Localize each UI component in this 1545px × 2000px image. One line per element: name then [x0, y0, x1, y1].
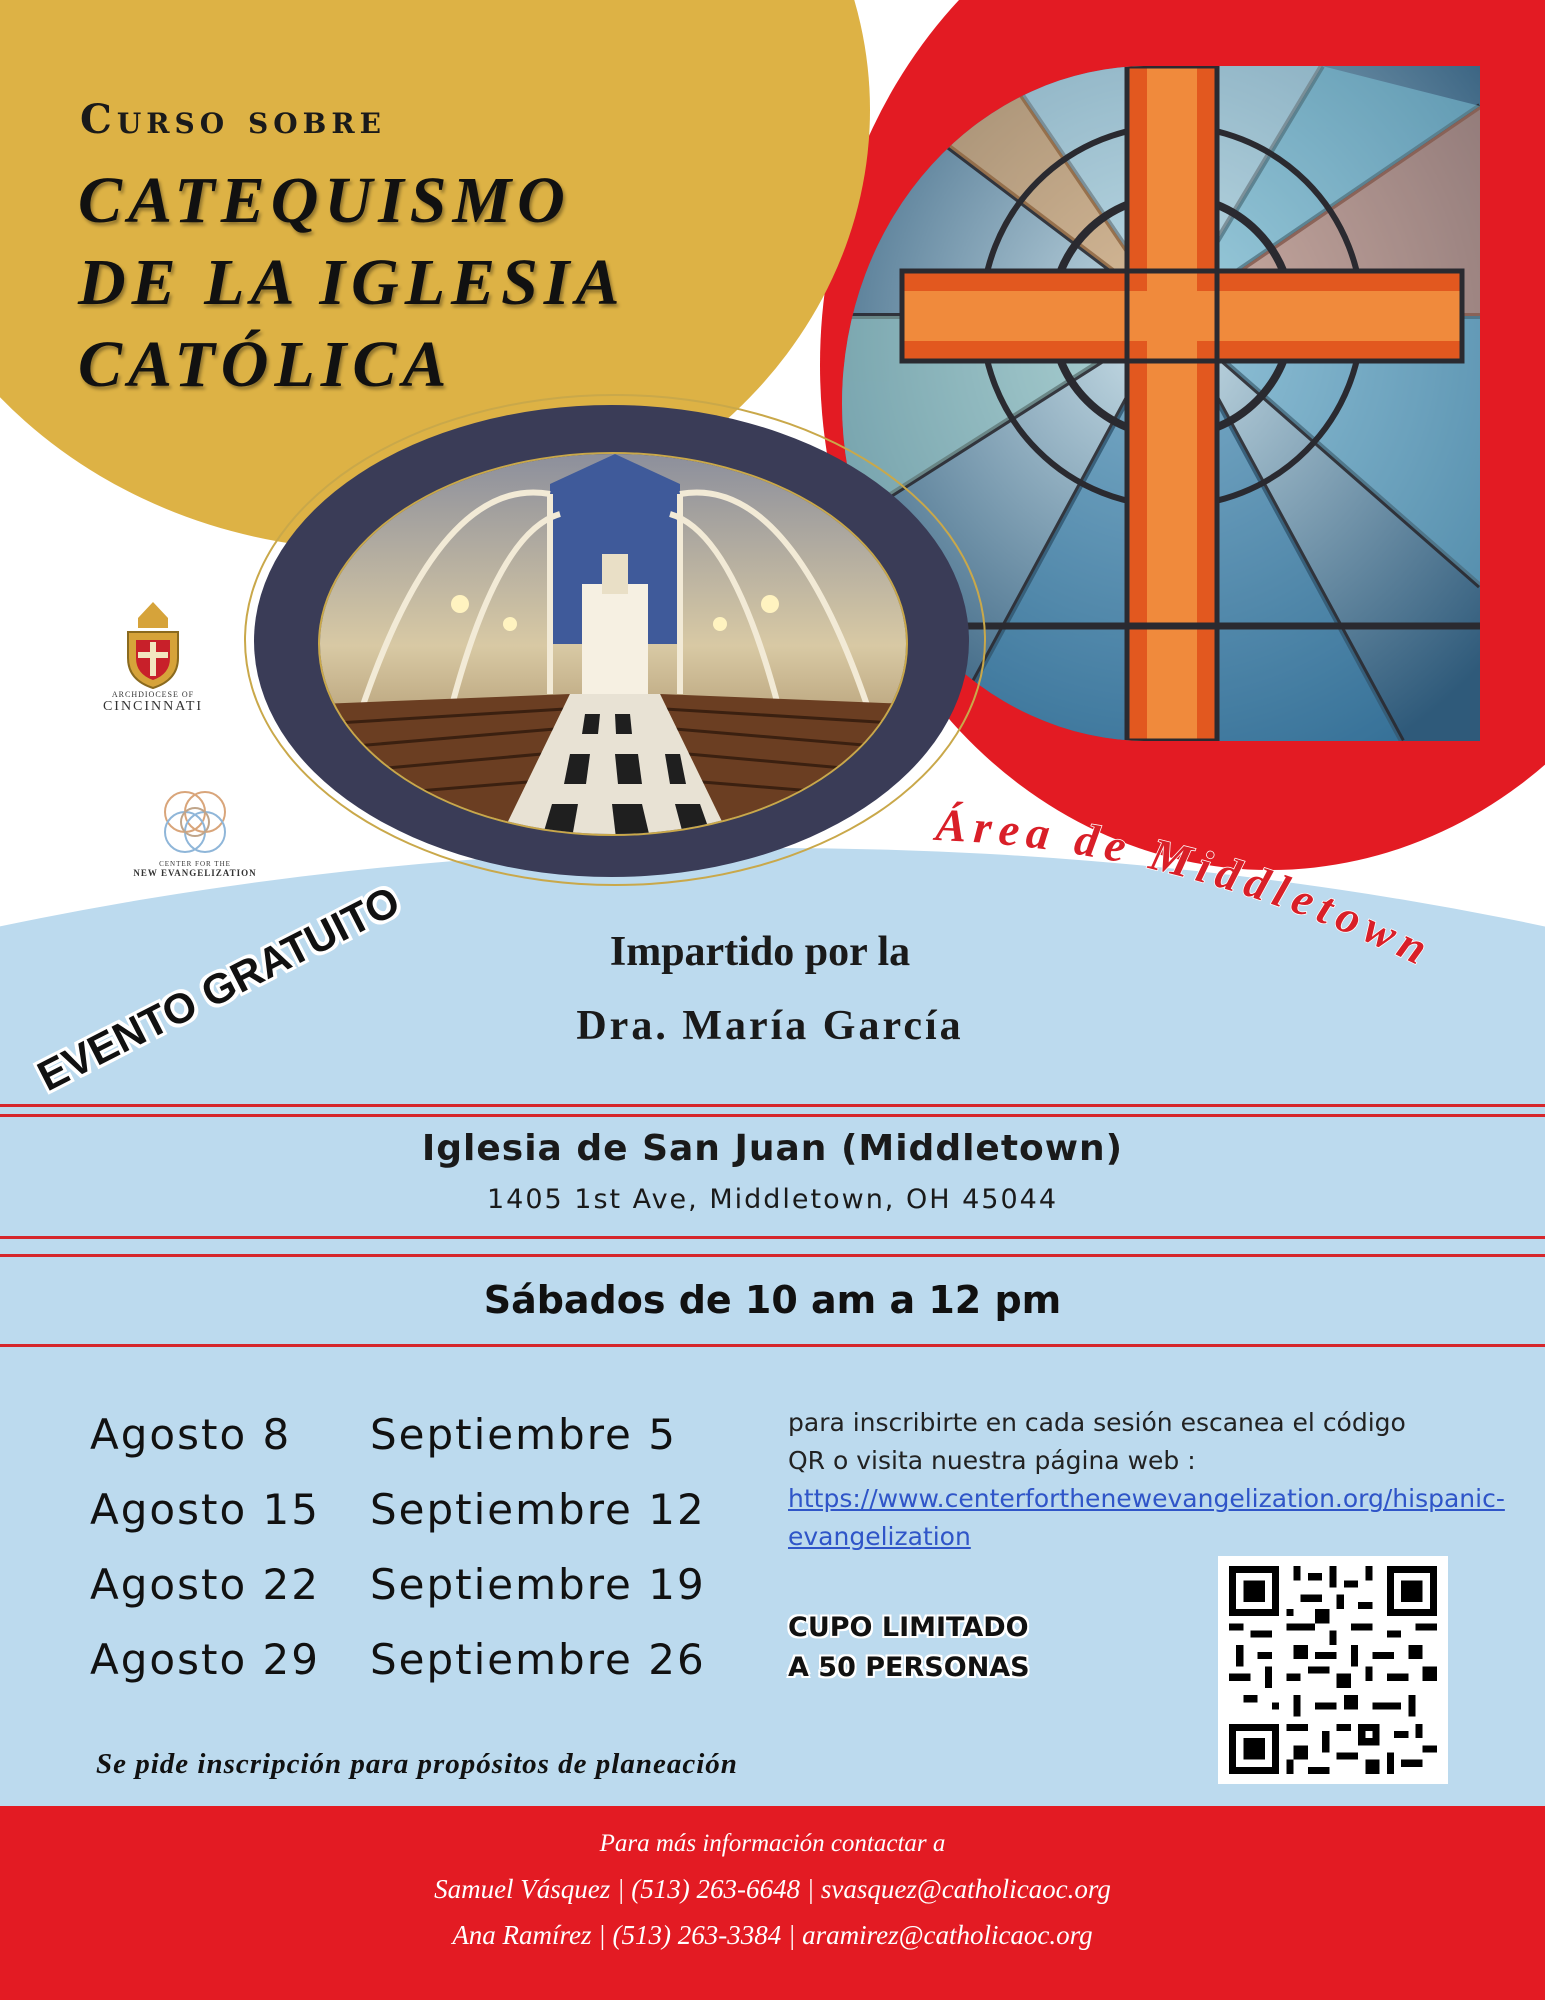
date-item: Agosto 15	[90, 1485, 320, 1534]
course-title	[78, 160, 625, 406]
course-title-line-3: CATÓLICA	[78, 328, 453, 401]
course-subtitle: Curso sobre	[80, 96, 386, 143]
archdiocese-label-small: ARCHDIOCESE OF	[111, 690, 195, 699]
archdiocese-logo	[88, 600, 218, 715]
divider-line	[0, 1344, 1545, 1347]
capacity-limit-line-2: A 50 PERSONAS	[788, 1652, 1030, 1683]
registration-instructions: para inscribirte en cada sesión escanea el código QR o visita nuestra página web :	[788, 1408, 1406, 1475]
cne-label-small: CENTER FOR THE	[159, 860, 231, 868]
date-item: Septiembre 19	[370, 1560, 706, 1609]
divider-line	[0, 1254, 1545, 1257]
footer-contact-line: Samuel Vásquez | (513) 263-6648 | svasquez@catholicaoc.org	[434, 1874, 1111, 1904]
date-item: Septiembre 5	[370, 1410, 677, 1459]
course-title-line-2: DE LA IGLESIA	[78, 246, 626, 319]
center-new-evangelization-logo	[130, 784, 260, 878]
registration-planning-note: Se pide inscripción para propósitos de planeación	[96, 1748, 738, 1780]
september-dates-list	[370, 1410, 706, 1710]
august-dates-list	[90, 1410, 320, 1710]
capacity-limit	[788, 1608, 1030, 1688]
date-item: Septiembre 12	[370, 1485, 706, 1534]
archdiocese-crest-icon	[118, 600, 188, 690]
venue-name: Iglesia de San Juan (Middletown)	[421, 1128, 1124, 1169]
contact-footer	[0, 1806, 1545, 2000]
qr-code-image[interactable]	[1218, 1556, 1448, 1784]
divider-line	[0, 1104, 1545, 1107]
course-title-line-1: CATEQUISMO	[78, 164, 571, 237]
capacity-limit-line-1: CUPO LIMITADO	[788, 1612, 1029, 1643]
divider-line	[0, 1114, 1545, 1117]
archdiocese-label-name: CINCINNATI	[102, 699, 204, 714]
schedule-time: Sábados de 10 am a 12 pm	[483, 1278, 1062, 1322]
venue-address: 1405 1st Ave, Middletown, OH 45044	[486, 1184, 1059, 1215]
teacher-name: Dra. María García	[576, 1003, 964, 1049]
registration-link[interactable]: https://www.centerforthenewevangelization.org/hispanic-evangelization	[788, 1484, 1505, 1551]
qr-code-icon	[1228, 1566, 1438, 1774]
area-label: Área de Middletown	[934, 798, 1442, 978]
cne-label-name: NEW EVANGELIZATION	[133, 868, 257, 878]
area-curved-label	[900, 780, 1540, 1040]
footer-contact-line: Ana Ramírez | (513) 263-3384 | aramirez@catholicaoc.org	[452, 1920, 1093, 1950]
footer-intro: Para más información contactar a	[599, 1830, 946, 1857]
taught-by-label: Impartido por la	[609, 929, 911, 975]
church-interior-image	[318, 452, 908, 836]
date-item: Agosto 22	[90, 1560, 320, 1609]
date-item: Septiembre 26	[370, 1635, 706, 1684]
date-item: Agosto 8	[90, 1410, 292, 1459]
interlocking-rings-icon	[155, 784, 235, 860]
free-event-badge: EVENTO GRATUITO	[30, 876, 407, 1100]
date-item: Agosto 29	[90, 1635, 320, 1684]
divider-line	[0, 1236, 1545, 1239]
